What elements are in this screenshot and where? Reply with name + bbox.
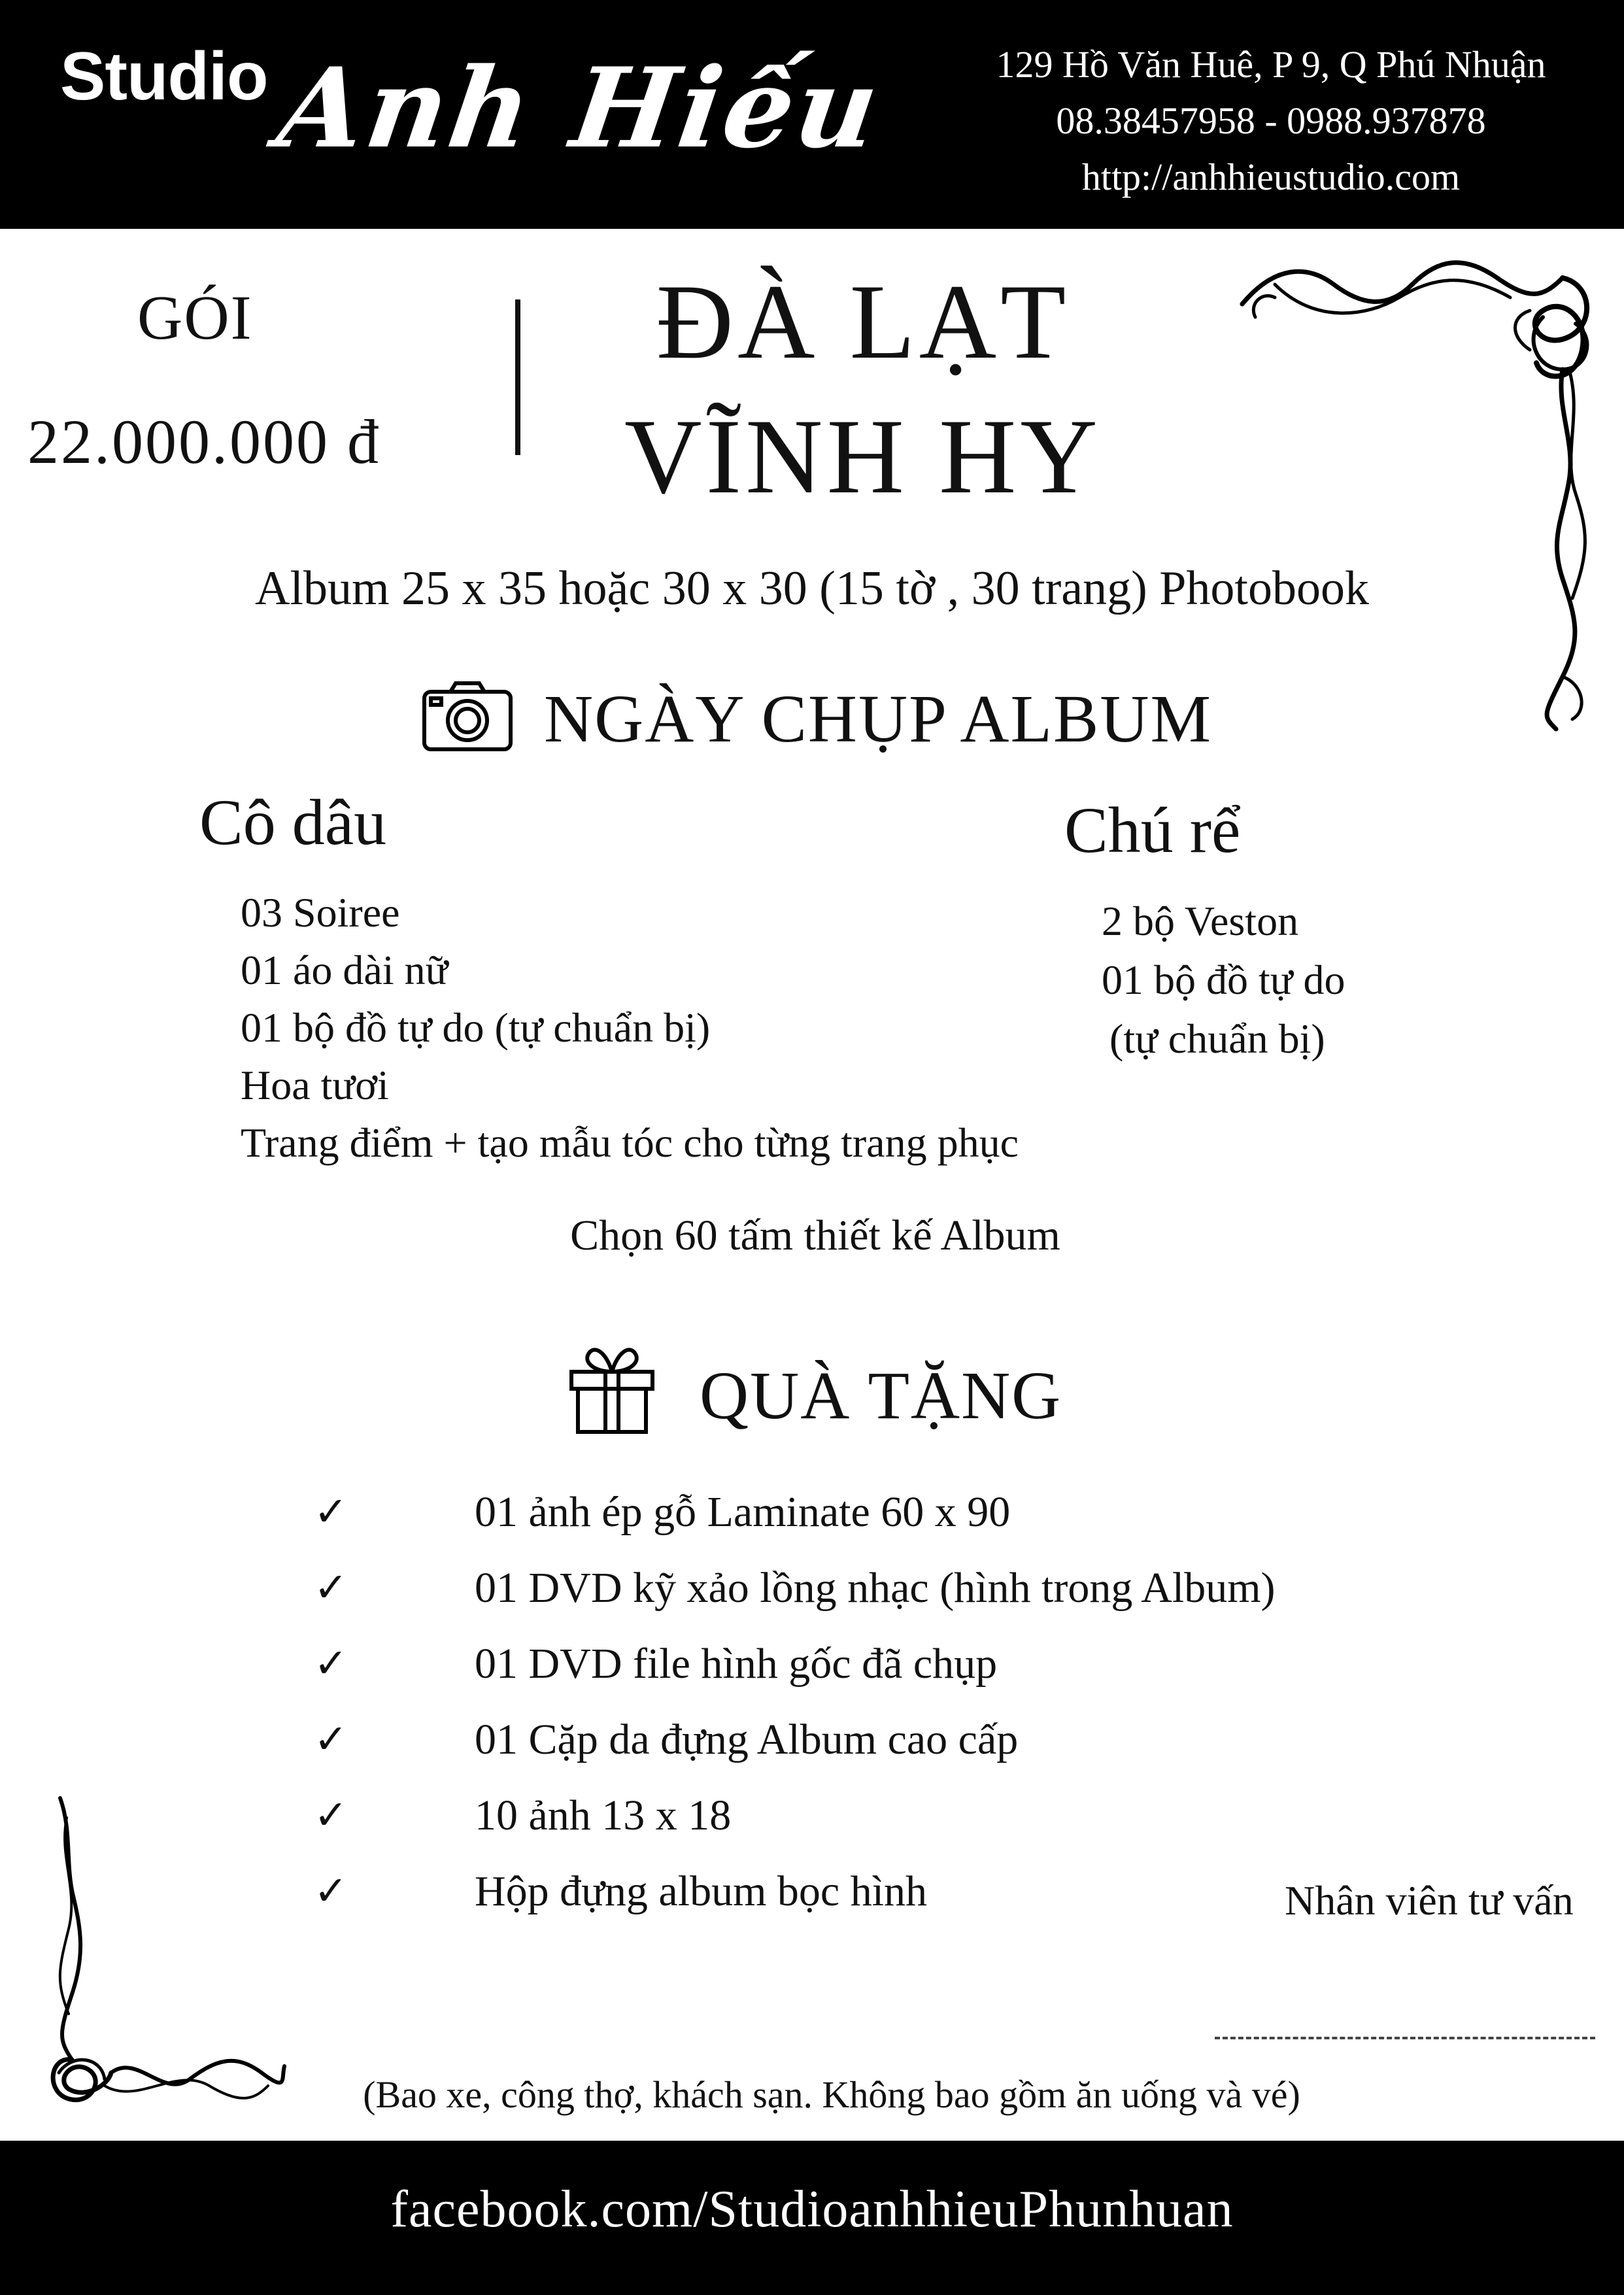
header-bar bbox=[0, 0, 1624, 229]
list-item: 2 bộ Veston bbox=[1102, 898, 1299, 944]
phone: 08.38457958 - 0988.937878 bbox=[1056, 99, 1486, 142]
gift-item-text: 01 DVD file hình gốc đã chụp bbox=[475, 1640, 998, 1688]
package-name-line1: ĐÀ LẠT bbox=[656, 263, 1070, 381]
gift-item-text: 10 ảnh 13 x 18 bbox=[475, 1792, 732, 1839]
consultant-label: Nhân viên tư vấn bbox=[1285, 1877, 1574, 1924]
logo-studio-text: Studio bbox=[60, 39, 268, 114]
check-icon: ✓ bbox=[314, 1563, 348, 1611]
package-price: 22.000.000 đ bbox=[27, 407, 381, 477]
gift-item-text: 01 ảnh ép gỗ Laminate 60 x 90 bbox=[475, 1488, 1011, 1536]
package-name-line2: VĨNH HY bbox=[624, 398, 1102, 516]
gift-section-title: QUÀ TẶNG bbox=[700, 1358, 1062, 1433]
list-item: (tự chuẩn bị) bbox=[1109, 1015, 1325, 1062]
address: 129 Hồ Văn Huê, P 9, Q Phú Nhuận bbox=[996, 43, 1546, 86]
camera-icon bbox=[422, 680, 513, 752]
gift-item-text: 01 Cặp da đựng Album cao cấp bbox=[475, 1716, 1019, 1763]
footer-bar bbox=[0, 2141, 1624, 2295]
gift-icon bbox=[567, 1346, 656, 1435]
list-item: 01 áo dài nữ bbox=[241, 947, 448, 993]
list-item: Trang điểm + tạo mẫu tóc cho từng trang phục bbox=[241, 1119, 1019, 1166]
check-icon: ✓ bbox=[314, 1867, 348, 1914]
footnote: (Bao xe, công thợ, khách sạn. Không bao gồm ăn uống và vé) bbox=[363, 2073, 1300, 2116]
shoot-section-title: NGÀY CHỤP ALBUM bbox=[544, 681, 1212, 756]
list-item: 01 bộ đồ tự do (tự chuẩn bị) bbox=[241, 1004, 711, 1051]
album-spec: Album 25 x 35 hoặc 30 x 30 (15 tờ , 30 trang) Photobook bbox=[255, 562, 1369, 615]
check-icon: ✓ bbox=[314, 1715, 348, 1763]
package-name bbox=[608, 255, 1118, 524]
vertical-divider bbox=[515, 299, 520, 455]
package-label: GÓI bbox=[137, 282, 253, 352]
choose-note: Chọn 60 tấm thiết kế Album bbox=[570, 1212, 1060, 1259]
ornament-corner-icon bbox=[39, 1792, 288, 2105]
list-item: 01 bộ đồ tự do bbox=[1102, 957, 1345, 1003]
ornament-corner-icon bbox=[1236, 258, 1602, 736]
signature-line bbox=[1215, 2037, 1595, 2039]
contact-info bbox=[951, 37, 1591, 205]
groom-items-list bbox=[1102, 892, 1345, 1068]
facebook-link[interactable]: facebook.com/StudioanhhieuPhunhuan bbox=[390, 2181, 1234, 2238]
gift-item-text: 01 DVD kỹ xảo lồng nhạc (hình trong Album) bbox=[475, 1564, 1276, 1612]
logo-name-text: Anh Hiếu bbox=[271, 43, 888, 173]
list-item: Hoa tươi bbox=[241, 1062, 389, 1108]
website-link[interactable]: http://anhhieustudio.com bbox=[1081, 156, 1461, 198]
check-icon: ✓ bbox=[314, 1791, 348, 1839]
bride-title: Cô dâu bbox=[199, 786, 387, 858]
list-item: 03 Soiree bbox=[241, 889, 400, 936]
groom-title: Chú rể bbox=[1064, 794, 1241, 866]
check-icon: ✓ bbox=[314, 1639, 348, 1687]
bride-items-list bbox=[241, 884, 1019, 1172]
check-icon: ✓ bbox=[314, 1488, 348, 1535]
gift-item-text: Hộp đựng album bọc hình bbox=[475, 1867, 928, 1915]
